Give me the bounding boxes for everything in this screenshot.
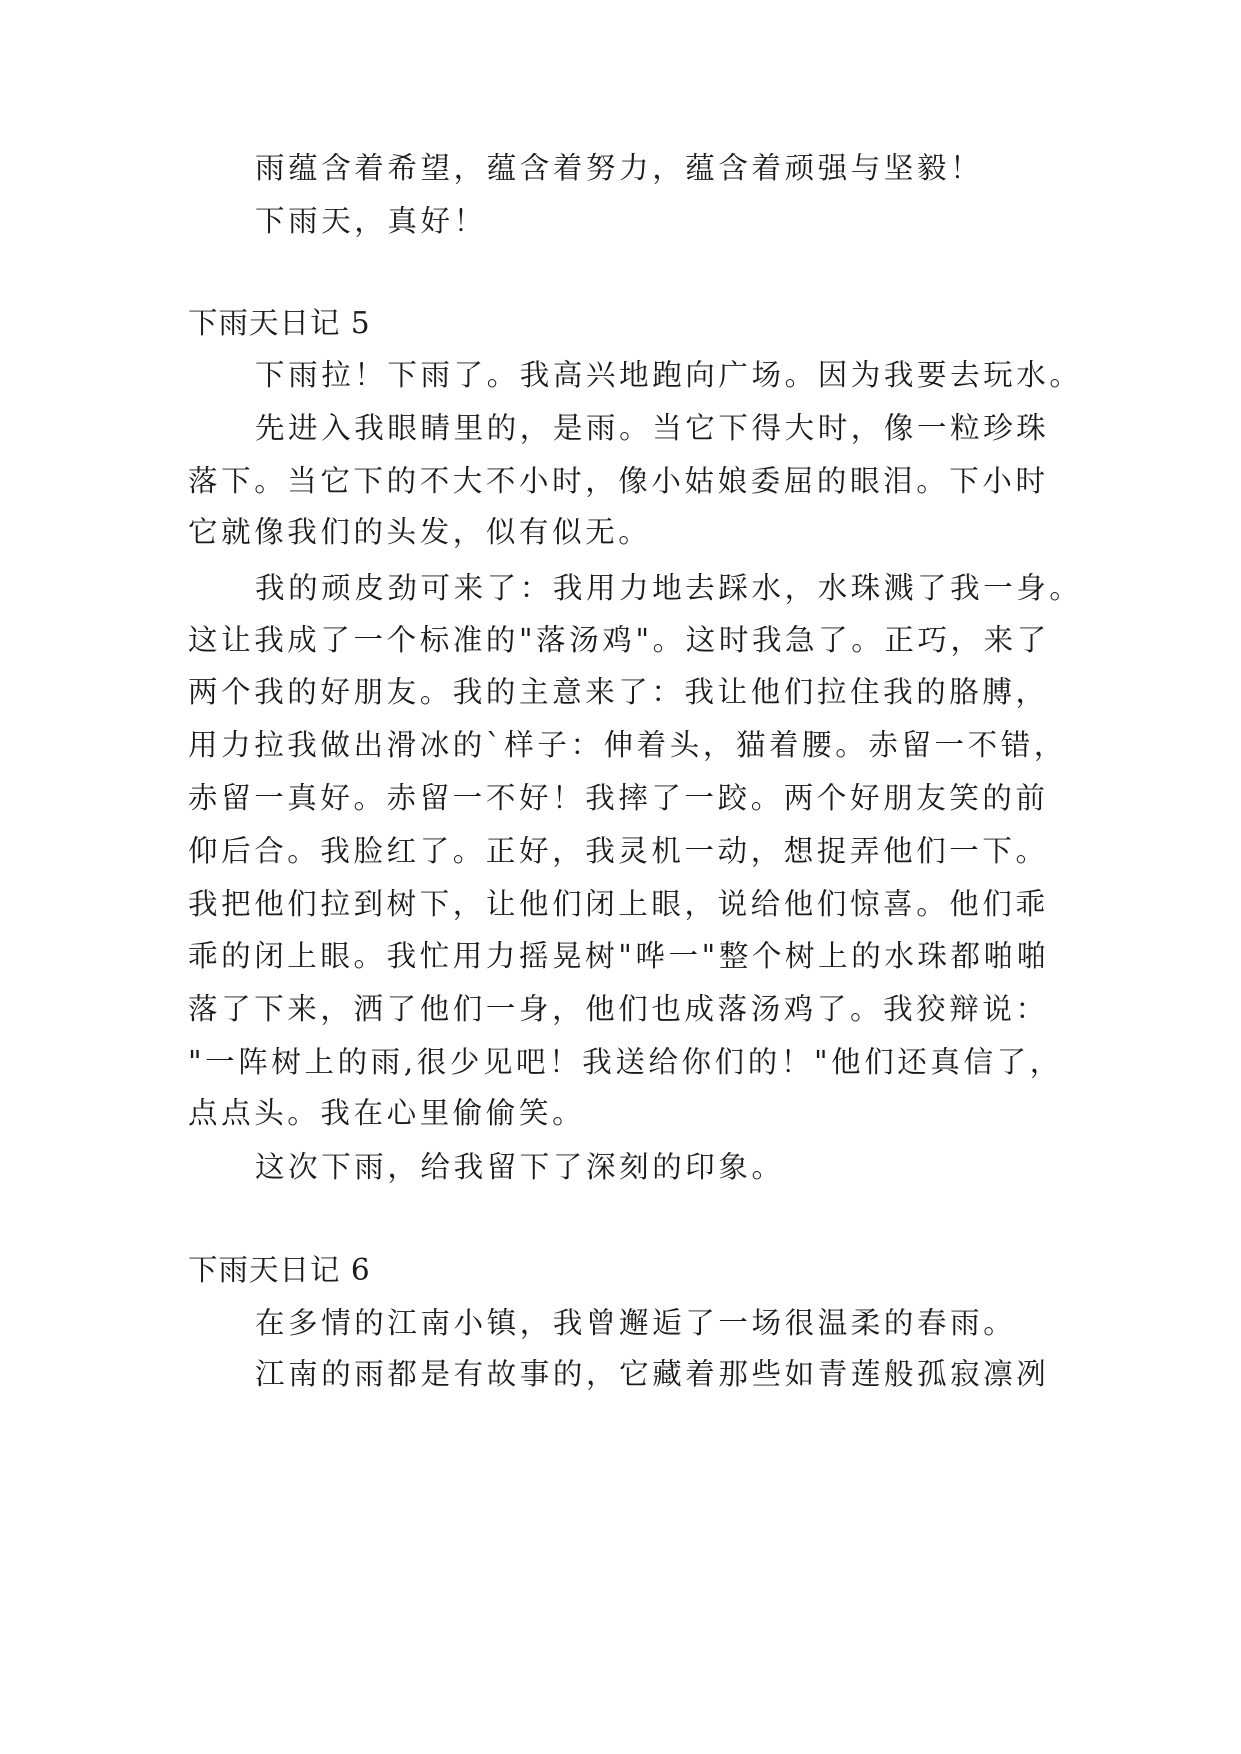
diary-heading-5: 下雨天日记 5 xyxy=(188,306,371,340)
paragraph-line: 它就像我们的头发，似有似无。 xyxy=(188,515,652,549)
paragraph-line: 点点头。我在心里偷偷笑。 xyxy=(188,1096,586,1130)
paragraph-line: 这让我成了一个标准的"落汤鸡"。这时我急了。正巧，来了 xyxy=(188,623,1050,657)
paragraph-line: 下雨天，真好！ xyxy=(255,204,487,238)
paragraph-line: 江南的雨都是有故事的，它藏着那些如青莲般孤寂凛冽 xyxy=(255,1357,1050,1391)
paragraph-line: 雨蕴含着希望，蕴含着努力，蕴含着顽强与坚毅！ xyxy=(255,151,984,185)
paragraph-line: 仰后合。我脸红了。正好，我灵机一动，想捉弄他们一下。 xyxy=(188,834,1049,868)
paragraph-line: 先进入我眼睛里的，是雨。当它下得大时，像一粒珍珠 xyxy=(255,411,1050,445)
paragraph-line: 乖的闭上眼。我忙用力摇晃树"哗一"整个树上的水珠都啪啪 xyxy=(188,939,1050,973)
paragraph-line: 落了下来，洒了他们一身，他们也成落汤鸡了。我狡辩说： xyxy=(188,992,1049,1026)
paragraph-line: 两个我的好朋友。我的主意来了：我让他们拉住我的胳膊， xyxy=(188,675,1049,709)
paragraph-line: 在多情的江南小镇，我曾邂逅了一场很温柔的春雨。 xyxy=(255,1306,1017,1340)
paragraph-line: 落下。当它下的不大不小时，像小姑娘委屈的眼泪。下小时 xyxy=(188,464,1049,498)
diary-heading-6: 下雨天日记 6 xyxy=(188,1253,371,1287)
paragraph-line: "一阵树上的雨,很少见吧！我送给你们的！"他们还真信了， xyxy=(188,1045,1063,1079)
paragraph-line: 赤留一真好。赤留一不好！我摔了一跤。两个好朋友笑的前 xyxy=(188,781,1049,815)
paragraph-line: 我的顽皮劲可来了：我用力地去踩水，水珠溅了我一身。 xyxy=(255,571,1083,605)
paragraph-line: 下雨拉！下雨了。我高兴地跑向广场。因为我要去玩水。 xyxy=(255,358,1083,392)
paragraph-line: 用力拉我做出滑冰的`样子：伸着头，猫着腰。赤留一不错， xyxy=(188,728,1067,762)
paragraph-line: 这次下雨，给我留下了深刻的印象。 xyxy=(255,1150,785,1184)
paragraph-line: 我把他们拉到树下，让他们闭上眼，说给他们惊喜。他们乖 xyxy=(188,887,1049,921)
